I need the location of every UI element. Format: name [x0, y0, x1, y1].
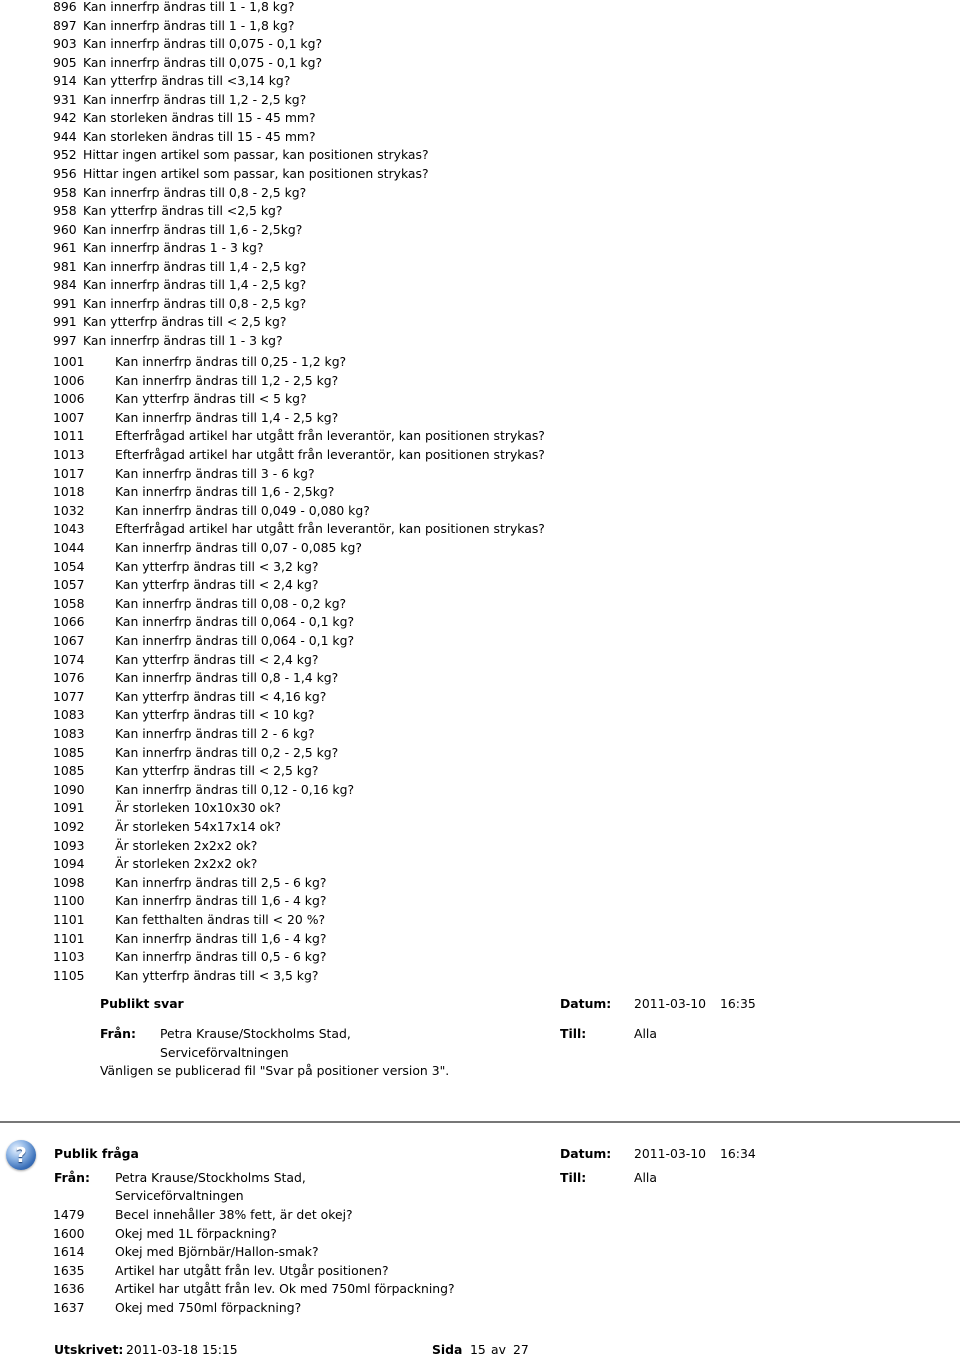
- row-text: Kan innerfrp ändras till 1,2 - 2,5 kg?: [115, 372, 339, 388]
- row-text: Hittar ingen artikel som passar, kan positionen strykas?: [83, 147, 429, 163]
- row-text: Kan innerfrp ändras till 1,2 - 2,5 kg?: [83, 91, 307, 107]
- row-text: Kan innerfrp ändras till 1,6 - 4 kg?: [115, 893, 327, 909]
- question-from-label: Från:: [54, 1170, 90, 1185]
- row-number: 984: [53, 277, 77, 293]
- row-number: 1101: [53, 930, 85, 946]
- row-number: 931: [53, 91, 77, 107]
- question-date: 2011-03-10: [634, 1146, 707, 1161]
- section-divider: [0, 1121, 960, 1123]
- row-number: 903: [53, 36, 77, 52]
- answer-from-label: Från:: [100, 1026, 136, 1041]
- row-number: 1076: [53, 670, 85, 686]
- row-number: 952: [53, 147, 77, 163]
- row-text: Är storleken 2x2x2 ok?: [115, 856, 258, 872]
- row-text: Kan ytterfrp ändras till < 3,2 kg?: [115, 558, 319, 574]
- row-text: Kan innerfrp ändras till 1,6 - 2,5kg?: [115, 484, 335, 500]
- row-number: 960: [53, 221, 77, 237]
- row-text: Efterfrågad artikel har utgått från leverantör, kan positionen strykas?: [115, 428, 545, 444]
- row-text: Kan innerfrp ändras till 0,8 - 2,5 kg?: [83, 295, 307, 311]
- row-text: Kan innerfrp ändras till 0,2 - 2,5 kg?: [115, 744, 339, 760]
- row-number: 1013: [53, 447, 85, 462]
- row-number: 1018: [53, 484, 85, 500]
- row-number: 942: [53, 110, 77, 126]
- row-text: Hittar ingen artikel som passar, kan positionen strykas?: [83, 165, 429, 181]
- row-number: 1614: [53, 1244, 85, 1260]
- answer-from-line2: Serviceförvaltningen: [160, 1045, 289, 1060]
- row-text: Kan storleken ändras till 15 - 45 mm?: [83, 110, 316, 126]
- row-text: Kan innerfrp ändras till 0,8 - 2,5 kg?: [83, 184, 307, 200]
- page-total: 27: [513, 1342, 529, 1357]
- row-text: Kan innerfrp ändras till 0,08 - 0,2 kg?: [115, 595, 347, 611]
- row-number: 958: [53, 184, 77, 200]
- row-text: Kan innerfrp ändras till 1,6 - 4 kg?: [115, 930, 327, 946]
- row-text: Kan innerfrp ändras till 0,075 - 0,1 kg?: [83, 36, 323, 52]
- row-number: 997: [53, 332, 77, 348]
- row-text: Är storleken 54x17x14 ok?: [115, 819, 281, 834]
- row-number: 1100: [53, 893, 85, 909]
- row-text: Kan innerfrp ändras till 1,4 - 2,5 kg?: [115, 409, 339, 425]
- page-of-label: av: [491, 1342, 506, 1357]
- row-number: 1103: [53, 949, 85, 965]
- row-number: 1074: [53, 651, 85, 667]
- question-icon: ?: [6, 1140, 36, 1170]
- row-text: Kan innerfrp ändras till 1 - 1,8 kg?: [83, 0, 295, 14]
- row-text: Okej med 750ml förpackning?: [115, 1300, 302, 1315]
- row-number: 1006: [53, 372, 85, 388]
- row-number: 1077: [53, 688, 85, 704]
- row-text: Kan ytterfrp ändras till <2,5 kg?: [83, 203, 283, 219]
- page-number: 15: [470, 1342, 486, 1357]
- row-number: 1083: [53, 707, 85, 723]
- row-number: 1094: [53, 856, 85, 872]
- row-number: 956: [53, 165, 77, 181]
- row-number: 1085: [53, 763, 85, 779]
- row-text: Kan innerfrp ändras till 0,07 - 0,085 kg?: [115, 540, 362, 555]
- printed-date: 2011-03-18 15:15: [126, 1342, 238, 1357]
- question-to: Alla: [634, 1170, 657, 1185]
- row-text: Kan innerfrp ändras till 0,064 - 0,1 kg?: [115, 633, 355, 648]
- answer-message: Vänligen se publicerad fil "Svar på positioner version 3".: [100, 1063, 450, 1078]
- row-number: 1637: [53, 1300, 85, 1315]
- row-text: Är storleken 2x2x2 ok?: [115, 837, 258, 853]
- row-number: 1011: [53, 428, 85, 444]
- row-number: 1043: [53, 521, 85, 537]
- question-from-line1: Petra Krause/Stockholms Stad,: [115, 1170, 306, 1185]
- row-number: 981: [53, 258, 77, 274]
- row-text: Kan ytterfrp ändras till < 3,5 kg?: [115, 967, 319, 983]
- row-number: 1101: [53, 912, 85, 927]
- row-number: 961: [53, 240, 77, 256]
- row-text: Kan ytterfrp ändras till < 10 kg?: [115, 707, 315, 723]
- row-number: 991: [53, 295, 77, 311]
- row-text: Okej med Björnbär/Hallon-smak?: [115, 1244, 319, 1260]
- row-text: Är storleken 10x10x30 ok?: [115, 800, 281, 816]
- row-number: 1067: [53, 633, 85, 648]
- row-text: Kan innerfrp ändras till 0,5 - 6 kg?: [115, 949, 327, 965]
- row-text: Artikel har utgått från lev. Utgår positionen?: [115, 1262, 389, 1278]
- row-number: 896: [53, 0, 77, 14]
- row-text: Kan innerfrp ändras till 0,049 - 0,080 kg?: [115, 502, 370, 518]
- row-text: Kan ytterfrp ändras till < 5 kg?: [115, 391, 307, 407]
- answer-heading: Publikt svar: [100, 996, 184, 1011]
- row-number: 905: [53, 54, 77, 70]
- row-number: 1083: [53, 726, 85, 741]
- row-text: Kan innerfrp ändras till 1,6 - 2,5kg?: [83, 221, 303, 237]
- row-number: 1054: [53, 558, 85, 574]
- row-number: 1479: [53, 1207, 85, 1222]
- row-number: 1058: [53, 595, 85, 611]
- row-text: Kan innerfrp ändras till 0,25 - 1,2 kg?: [115, 354, 347, 369]
- row-number: 1636: [53, 1281, 85, 1297]
- row-number: 1091: [53, 800, 85, 816]
- question-datum-label: Datum:: [560, 1146, 612, 1161]
- row-text: Kan innerfrp ändras 1 - 3 kg?: [83, 240, 264, 256]
- row-number: 1006: [53, 391, 85, 407]
- row-text: Kan innerfrp ändras till 0,8 - 1,4 kg?: [115, 670, 339, 686]
- row-text: Efterfrågad artikel har utgått från leverantör, kan positionen strykas?: [115, 447, 545, 462]
- answer-date: 2011-03-10: [634, 996, 707, 1011]
- question-time: 16:34: [720, 1146, 756, 1161]
- question-heading: Publik fråga: [54, 1146, 139, 1161]
- row-number: 1098: [53, 874, 85, 890]
- row-text: Kan ytterfrp ändras till < 2,4 kg?: [115, 577, 319, 593]
- row-text: Kan storleken ändras till 15 - 45 mm?: [83, 128, 316, 144]
- answer-to-label: Till:: [560, 1026, 587, 1041]
- question-from-line2: Serviceförvaltningen: [115, 1188, 244, 1203]
- row-text: Kan ytterfrp ändras till < 2,5 kg?: [115, 763, 319, 779]
- row-number: 897: [53, 17, 77, 33]
- row-text: Kan innerfrp ändras till 1 - 3 kg?: [83, 332, 283, 348]
- row-text: Kan ytterfrp ändras till <3,14 kg?: [83, 73, 291, 89]
- row-number: 1085: [53, 744, 85, 760]
- answer-from-line1: Petra Krause/Stockholms Stad,: [160, 1026, 351, 1041]
- row-text: Kan ytterfrp ändras till < 4,16 kg?: [115, 688, 327, 704]
- answer-to: Alla: [634, 1026, 657, 1041]
- question-to-label: Till:: [560, 1170, 587, 1185]
- row-number: 1092: [53, 819, 85, 834]
- row-text: Kan ytterfrp ändras till < 2,4 kg?: [115, 651, 319, 667]
- row-text: Kan innerfrp ändras till 0,12 - 0,16 kg?: [115, 781, 355, 797]
- row-number: 1600: [53, 1225, 85, 1241]
- row-text: Kan innerfrp ändras till 1 - 1,8 kg?: [83, 17, 295, 33]
- row-number: 1001: [53, 354, 85, 369]
- row-number: 1090: [53, 781, 85, 797]
- row-number: 1066: [53, 614, 85, 630]
- row-text: Kan innerfrp ändras till 0,075 - 0,1 kg?: [83, 54, 323, 70]
- row-text: Kan innerfrp ändras till 2 - 6 kg?: [115, 726, 315, 741]
- row-text: Kan innerfrp ändras till 0,064 - 0,1 kg?: [115, 614, 355, 630]
- row-text: Kan innerfrp ändras till 3 - 6 kg?: [115, 465, 315, 481]
- row-number: 944: [53, 128, 77, 144]
- row-number: 1105: [53, 967, 85, 983]
- row-number: 1032: [53, 502, 85, 518]
- answer-time: 16:35: [720, 996, 756, 1011]
- row-text: Efterfrågad artikel har utgått från leverantör, kan positionen strykas?: [115, 521, 545, 537]
- row-text: Artikel har utgått från lev. Ok med 750ml förpackning?: [115, 1281, 455, 1297]
- row-text: Becel innehåller 38% fett, är det okej?: [115, 1207, 353, 1222]
- row-number: 958: [53, 203, 77, 219]
- row-text: Kan innerfrp ändras till 1,4 - 2,5 kg?: [83, 258, 307, 274]
- row-text: Kan ytterfrp ändras till < 2,5 kg?: [83, 314, 287, 330]
- row-text: Kan fetthalten ändras till < 20 %?: [115, 912, 326, 927]
- page-label: Sida: [432, 1342, 463, 1357]
- row-number: 991: [53, 314, 77, 330]
- row-text: Okej med 1L förpackning?: [115, 1225, 277, 1241]
- row-number: 1635: [53, 1262, 85, 1278]
- row-text: Kan innerfrp ändras till 1,4 - 2,5 kg?: [83, 277, 307, 293]
- row-number: 1093: [53, 837, 85, 853]
- printed-label: Utskrivet:: [54, 1342, 124, 1357]
- row-text: Kan innerfrp ändras till 2,5 - 6 kg?: [115, 874, 327, 890]
- row-number: 1044: [53, 540, 85, 555]
- answer-datum-label: Datum:: [560, 996, 612, 1011]
- row-number: 914: [53, 73, 77, 89]
- row-number: 1017: [53, 465, 85, 481]
- row-number: 1057: [53, 577, 85, 593]
- row-number: 1007: [53, 409, 85, 425]
